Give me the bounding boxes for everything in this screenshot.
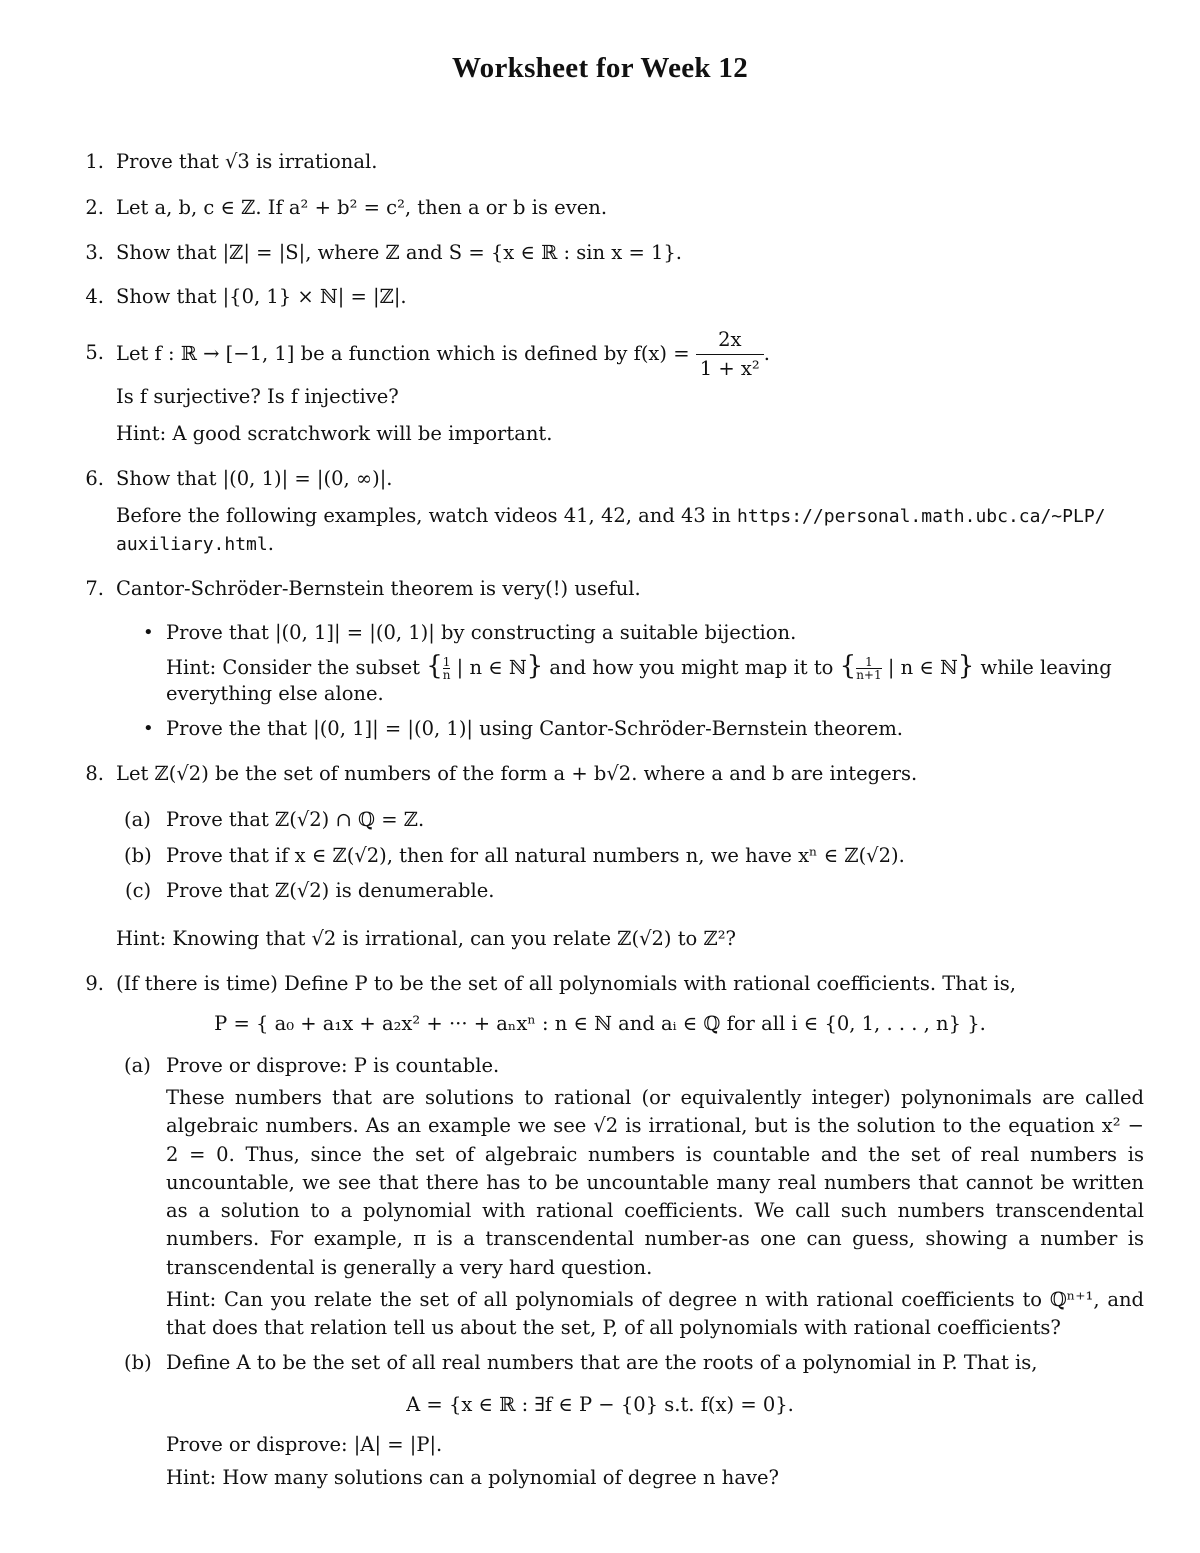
problem-7-bullet-1: Prove that |(0, 1]| = |(0, 1)| by constructing a suitable bijection. [166,621,797,644]
problem-3-text: Show that |ℤ| = |S|, where ℤ and S = {x ∈ ℝ : sin x = 1}. [116,241,683,264]
problem-7-bullet-1-hint-line2: everything else alone. [166,682,384,705]
video-note [116,503,1106,530]
small-fraction [856,656,881,681]
left-brace: { [426,651,443,681]
problem-9b-hint: Hint: How many solutions can a polynomial of degree n have? [166,1466,779,1489]
problem-1-text: Prove that √3 is irrational. [116,150,378,173]
page-title: Worksheet for Week 12 [451,52,749,84]
small-fraction-numerator: 1 [856,656,881,669]
problem-5-question: Is f surjective? Is f injective? [116,385,399,408]
small-fraction-numerator: 1 [442,655,451,669]
problem-9b-question: Prove or disprove: |A| = |P|. [166,1433,443,1456]
problem-6-text: Show that |(0, 1)| = |(0, ∞)|. [116,467,393,490]
problem-8-hint: Hint: Knowing that √2 is irrational, can you relate ℤ(√2) to ℤ²? [116,927,736,950]
problem-9a: Prove or disprove: P is countable. [166,1054,500,1077]
set-condition: | n ∈ ℕ [456,656,527,679]
problem-9b: Define A to be the set of all real numbers that are the roots of a polynomial in P. That is, [166,1351,1038,1374]
problem-number: 5. [85,341,104,364]
sub-label: (b) [124,1351,152,1374]
problem-7-text: Cantor-Schröder-Bernstein theorem is very(!) useful. [116,577,641,600]
algebraic-set-definition: A = {x ∈ ℝ : ∃f ∈ P − {0} s.t. f(x) = 0}. [406,1393,794,1416]
set-condition: | n ∈ ℕ [887,656,958,679]
problem-7-bullet-1-hint [166,651,1112,683]
problem-number: 3. [85,241,104,264]
problem-number: 6. [85,467,104,490]
problem-number: 8. [85,762,104,785]
sub-label: (a) [124,808,151,831]
problem-4-text: Show that |{0, 1} × ℕ| = |ℤ|. [116,285,407,308]
problem-9a-hint: Hint: Can you relate the set of all polynomials of degree n with rational coefficients to ℚⁿ⁺¹, and that does that relation tell us about the set, P, of all polynomials with rational coefficients? [166,1288,1144,1340]
problem-8a: Prove that ℤ(√2) ∩ ℚ = ℤ. [166,808,425,831]
right-brace: } [526,651,544,681]
sub-label: (a) [124,1054,151,1077]
bullet-icon: • [143,718,154,739]
video-note-url-part1[interactable]: https://personal.math.ubc.ca/~PLP/ [737,506,1106,527]
problem-number: 2. [85,196,104,219]
polynomial-set-definition: P = { a₀ + a₁x + a₂x² + ··· + aₙxⁿ : n ∈ ℕ and aᵢ ∈ ℚ for all i ∈ {0, 1, . . . , n} }. [214,1012,986,1035]
bullet-icon: • [143,622,154,643]
problem-2-text: Let a, b, c ∈ ℤ. If a² + b² = c², then a or b is even. [116,196,608,219]
problem-8-text: Let ℤ(√2) be the set of numbers of the form a + b√2. where a and b are integers. [116,762,918,785]
sub-label: (c) [125,879,152,902]
hint-lead: Hint: Consider the subset [166,656,420,679]
video-note-lead: Before the following examples, watch videos 41, 42, and 43 in [116,504,731,527]
problem-8b: Prove that if x ∈ ℤ(√2), then for all natural numbers n, we have xⁿ ∈ ℤ(√2). [166,844,905,867]
problem-number: 9. [85,972,104,995]
video-note-url-part2[interactable]: auxiliary.html [116,534,268,555]
problem-9-text: (If there is time) Define P to be the set of all polynomials with rational coefficients. That is, [116,972,1016,995]
problem-number: 4. [85,285,104,308]
problem-5-tail: . [763,342,770,365]
fraction-denominator: 1 + x² [699,357,760,380]
small-fraction [443,656,451,681]
small-fraction-denominator: n+1 [856,668,882,682]
problem-9a-paragraph: These numbers that are solutions to rational (or equivalently integer) polynonimals are called algebraic numbers. As an example we see √2 is irrational, but is the solution to the equation x² − 2 = 0. Thus, since the set of algebraic numbers is countable and the set of real numbers is uncountable, we see that there has to be uncountable many real numbers that cannot be written as a solution to a polynomial with rational coefficients. We call such numbers transcendental numbers. For example, π is a transcendental number-as one can guess, showing a number is transcendental is generally a very hard question. [166,1086,1144,1279]
right-brace: } [957,651,975,681]
problem-5-hint: Hint: A good scratchwork will be important. [116,422,553,445]
video-note-line2 [116,531,274,558]
left-brace: { [839,651,857,681]
sub-label: (b) [124,844,152,867]
problem-7-bullet-2: Prove the that |(0, 1]| = |(0, 1)| using Cantor-Schröder-Bernstein theorem. [166,717,904,740]
fraction [696,326,764,383]
problem-number: 7. [85,577,104,600]
video-note-tail: . [267,532,274,555]
problem-5-text [116,326,770,383]
small-fraction-denominator: n [442,668,451,682]
fraction-numerator: 2x [696,326,764,355]
problem-8c: Prove that ℤ(√2) is denumerable. [166,879,495,902]
hint-end: while leaving [980,656,1112,679]
problem-5-lead: Let f : ℝ → [−1, 1] be a function which is defined by f(x) = [116,342,690,365]
problem-number: 1. [85,150,104,173]
hint-middle: and how you might map it to [549,656,834,679]
